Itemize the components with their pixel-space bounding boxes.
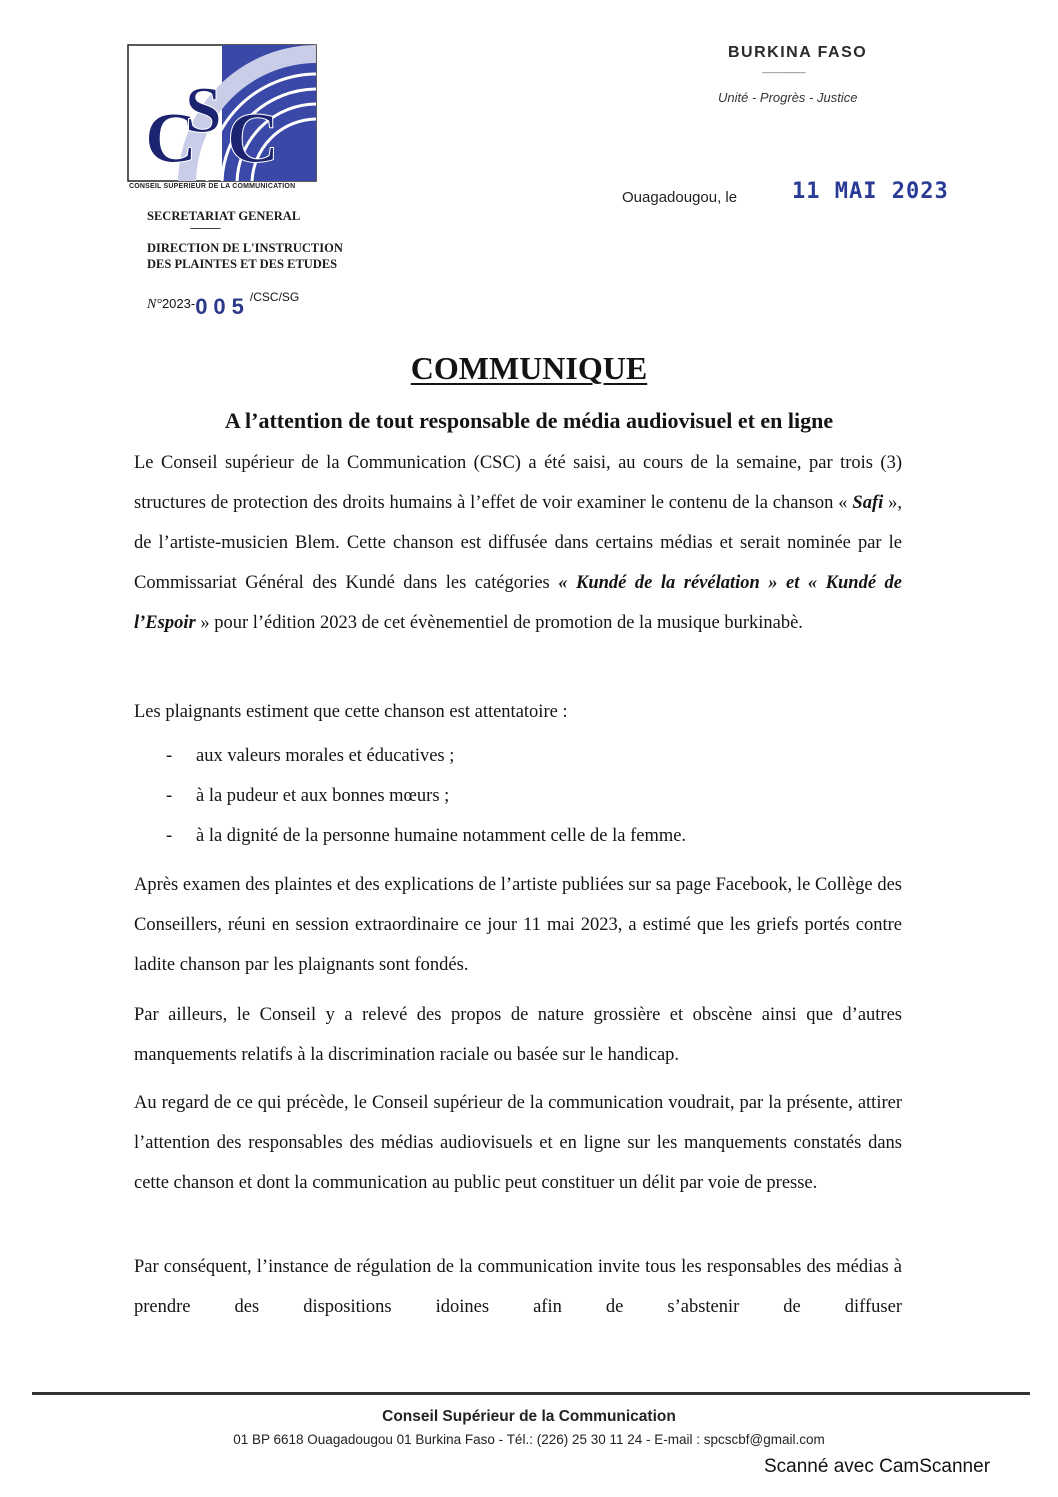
para3-text: Après examen des plaintes et des explications de l’artiste publiées sur sa page Facebook, le Collège des Conseillers, réuni en session extraordinaire ce jour 11 mai 2023, a estimé que les griefs portés contre ladite chanson par les plaignants sont fondés. [134, 875, 902, 975]
place-label: Ouagadougou, le [622, 189, 738, 206]
direction-line-2: DES PLAINTES ET DES ETUDES [147, 257, 338, 271]
reference-handwritten-number: 005 [195, 294, 250, 319]
separator-right: -------------------- [762, 68, 806, 77]
reference-suffix: /CSC/SG [249, 290, 300, 304]
para2-text: Les plaignants estiment que cette chanson est attentatoire : [134, 702, 568, 722]
complaint-list [166, 736, 866, 856]
paragraph-4 [134, 995, 902, 1075]
svg-text:S: S [185, 74, 222, 147]
para5-text: Au regard de ce qui précède, le Conseil supérieur de la communication voudrait, par la présente, attirer l’attention des responsables des médias audiovisuels et en ligne sur les manquements constatés dans cette chanson et dont la communication au public peut constituer un délit par voie de presse. [134, 1093, 902, 1193]
footer-organization: Conseil Supérieur de la Communication [382, 1408, 676, 1425]
reference-year: 2023- [161, 296, 196, 311]
direction-line-1: DIRECTION DE L'INSTRUCTION [147, 241, 343, 255]
paragraph-2 [134, 692, 902, 732]
para1-text-3: » pour l’édition 2023 de cet évènementiel de promotion de la musique burkinabè. [195, 613, 803, 633]
bullet-dash: - [166, 746, 173, 766]
list-item [166, 776, 866, 816]
footer-divider [32, 1392, 1030, 1395]
separator-left: --------------- [190, 223, 220, 233]
reference-number [147, 290, 299, 320]
para4-text: Par ailleurs, le Conseil y a relevé des propos de nature grossière et obscène ainsi que d’autres manquements relatifs à la discrimination raciale ou basée sur le handicap. [134, 1005, 902, 1065]
list-item-text: à la pudeur et aux bonnes mœurs ; [196, 786, 450, 806]
paragraph-1 [134, 443, 902, 643]
document-title-wrap [0, 350, 1058, 387]
national-motto: Unité - Progrès - Justice [718, 90, 858, 105]
paragraph-6 [134, 1247, 902, 1327]
csc-logo [127, 44, 317, 194]
bullet-dash: - [166, 826, 173, 846]
bullet-dash: - [166, 786, 173, 806]
country-name: BURKINA FASO [728, 44, 868, 61]
csc-logo-graphic [127, 44, 317, 184]
song-title: Safi [852, 493, 884, 513]
logo-caption: CONSEIL SUPERIEUR DE LA COMMUNICATION [129, 183, 296, 190]
para1-text-2: », de l’artiste-musicien Blem. Cette chanson est diffusée dans certains médias et serait nominée par le Commissariat Général des Kundé dans les catégories [134, 493, 903, 593]
document-subtitle: A l’attention de tout responsable de média audiovisuel et en ligne [224, 408, 834, 433]
camscanner-watermark: Scanné avec CamScanner [764, 1456, 991, 1477]
secretariat-label: SECRETARIAT GENERAL [147, 209, 301, 223]
date-stamp: 11 MAI 2023 [792, 179, 949, 204]
para1-text-1: Le Conseil supérieur de la Communication (CSC) a été saisi, au cours de la semaine, par trois (3) structures de protection des droits humains à l’effet de voir examiner le contenu de la chanson « [134, 453, 902, 513]
paragraph-3 [134, 865, 902, 985]
document-title: COMMUNIQUE [410, 350, 648, 386]
list-item [166, 816, 866, 856]
svg-text:C: C [145, 98, 197, 178]
list-item [166, 736, 866, 776]
svg-text:C: C [227, 98, 279, 178]
footer-address: 01 BP 6618 Ouagadougou 01 Burkina Faso - Tél.: (226) 25 30 11 24 - E-mail : spcscbf@gmail.com [233, 1432, 825, 1447]
reference-prefix: N° [147, 297, 162, 312]
paragraph-5 [134, 1083, 902, 1203]
list-item-text: à la dignité de la personne humaine notamment celle de la femme. [196, 826, 687, 846]
list-item-text: aux valeurs morales et éducatives ; [196, 746, 455, 766]
award-categories: « Kundé de la révélation » et « Kundé de l’Espoir [134, 573, 902, 633]
para6-text: Par conséquent, l’instance de régulation de la communication invite tous les responsables des médias à prendre des dispositions idoines afin de s’abstenir de diffuser [134, 1257, 902, 1317]
